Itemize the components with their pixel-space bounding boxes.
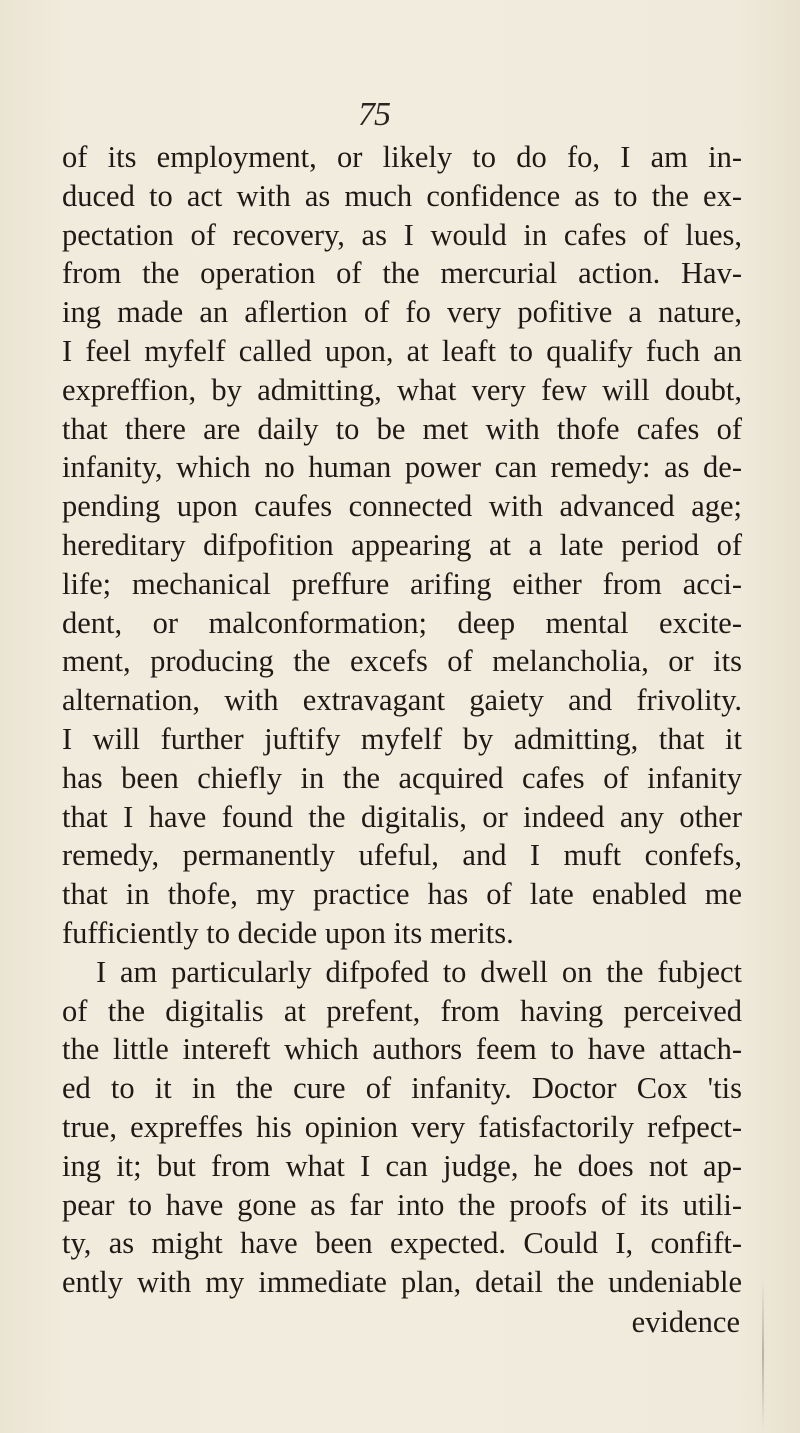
text-line: I will further juftify myfelf by admitting, that it <box>62 721 742 756</box>
catchword: evidence <box>631 1305 740 1339</box>
text-line: ment, producing the excefs of melancholia, or its <box>62 644 742 679</box>
text-line: true, expreffes his opinion very fatisfactorily refpect- <box>62 1109 742 1144</box>
text-line: hereditary difpofition appearing at a late period of <box>62 527 742 562</box>
text-line: from the operation of the mercurial action. Hav- <box>62 256 742 291</box>
text-line: expreffion, by admitting, what very few will doubt, <box>62 372 742 407</box>
text-line: that there are daily to be met with thofe cafes of <box>62 411 742 446</box>
text-line: pear to have gone as far into the proofs of its utili- <box>62 1187 742 1222</box>
text-line: of the digitalis at prefent, from having perceived <box>62 993 742 1028</box>
text-line: ently with my immediate plan, detail the undeniable <box>62 1265 742 1300</box>
text-line: remedy, permanently ufeful, and I muft confefs, <box>62 838 742 873</box>
text-line: that in thofe, my practice has of late enabled me <box>62 877 742 912</box>
text-line: pending upon caufes connected with advanced age; <box>62 489 742 524</box>
text-line: of its employment, or likely to do fo, I am in- <box>62 140 742 174</box>
text-line: pectation of recovery, as I would in cafes of lues, <box>62 217 742 252</box>
text-line: that I have found the digitalis, or indeed any other <box>62 799 742 834</box>
text-line: alternation, with extravagant gaiety and frivolity. <box>62 683 742 718</box>
text-line: has been chiefly in the acquired cafes of infanity <box>62 760 742 795</box>
text-line: ing it; but from what I can judge, he does not ap- <box>62 1148 742 1183</box>
text-line: infanity, which no human power can remedy: as de- <box>62 450 742 485</box>
text-line: ty, as might have been expected. Could I, confift- <box>62 1226 742 1261</box>
page-number: 75 <box>358 96 390 133</box>
text-line: I am particularly difpofed to dwell on the fubject <box>96 954 742 989</box>
text-line: ed to it in the cure of infanity. Doctor Cox 'tis <box>62 1071 742 1106</box>
text-line: duced to act with as much confidence as to the ex- <box>62 178 742 213</box>
text-line: dent, or malconformation; deep mental excite- <box>62 605 742 640</box>
page-edge-shadow <box>762 1280 764 1430</box>
text-line: I feel myfelf called upon, at leaft to qualify fuch an <box>62 333 742 368</box>
body-text <box>62 138 742 1302</box>
text-line: life; mechanical preffure arifing either from acci- <box>62 566 742 601</box>
text-line: the little intereft which authors feem to have attach- <box>62 1032 742 1067</box>
text-line: fufficiently to decide upon its merits. <box>62 915 514 950</box>
text-line: ing made an aflertion of fo very pofitive a nature, <box>62 295 742 330</box>
